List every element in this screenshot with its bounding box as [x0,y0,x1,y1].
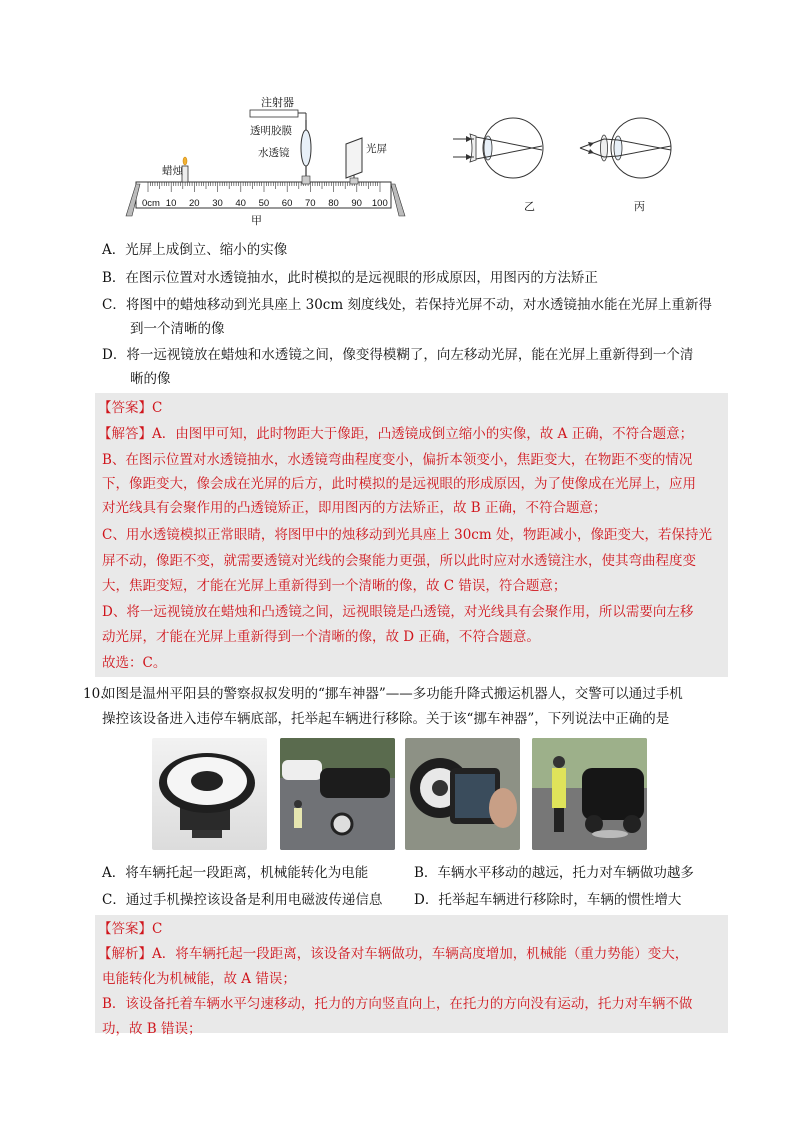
q9-answer: 【答案】C [98,400,163,416]
label-screen: 光屏 [366,143,387,155]
q10-explain-tag: 【解析】 [98,946,152,962]
q10-explain-line-0: A．将车辆托起一段距离，该设备对车辆做功，车辆高度增加，机械能（重力势能）变大， [152,946,689,962]
q9-explain-line-7: D、将一远视镜放在蜡烛和凸透镜之间，远视眼镜是凸透镜，对光线具有会聚作用，所以需要向左移 [102,604,694,620]
q9-explain-line-2: 下，像距变大，像会成在光屏的后方，此时模拟的是远视眼的形成原因，为了使像成在光屏上，应用 [102,476,696,492]
q9-explain-line-0: A．由图甲可知，此时物距大于像距，凸透镜成倒立缩小的实像，故 A 正确，不符合题意； [152,426,694,442]
q9-explain-line-3: 对光线具有会聚作用的凸透镜矫正，即用图丙的方法矫正，故 B 正确，不符合题意； [102,500,607,516]
q9-option-c: C．将图中的蜡烛移动到光具座上 30cm 刻度线处，若保持光屏不动，对水透镜抽水能在光屏上重新得 [102,297,712,313]
bench-tick-label: 100 [371,198,388,209]
q9-explain-line-4: C、用水透镜模拟正常眼睛，将图甲中的烛移动到光具座上 30cm 处，物距减小，像距变大，若保持光 [102,527,712,543]
q9-explain-first [98,423,728,445]
label-water-lens: 水透镜 [258,147,290,159]
q10-answer: 【答案】C [98,921,163,937]
q9-option-d-cont: 晰的像 [130,371,171,387]
q10-option-d: D．托举起车辆进行移除时，车辆的惯性增大 [414,892,682,908]
q10-stem-1: 如图是温州平阳县的警察叔叔发明的“挪车神器”——多功能升降式搬运机器人，交警可以通过手机 [102,686,683,702]
label-membrane: 透明胶膜 [250,125,292,137]
bench-tick-label: 80 [328,198,339,209]
q9-option-c-cont: 到一个清晰的像 [130,321,225,337]
bench-tick-label: 30 [212,198,223,209]
q10-number: 10. [83,686,105,702]
bench-tick-label: 20 [189,198,200,209]
q10-explain-line-2: B．该设备托着车辆水平匀速移动，托力的方向竖直向上，在托力的方向没有运动，托力对车辆不做 [102,996,693,1012]
q9-option-b: B．在图示位置对水透镜抽水，此时模拟的是远视眼的形成原因，用图丙的方法矫正 [102,270,598,286]
label-candle: 蜡烛 [162,165,183,177]
q9-explain-line-5: 屏不动，像距不变，就需要透镜对光线的会聚能力更强，所以此时应对水透镜注水，使其弯曲程度变 [102,553,696,569]
label-syringe: 注射器 [261,96,294,109]
q10-option-b: B．车辆水平移动的越远，托力对车辆做功越多 [414,865,694,881]
q10-option-a: A．将车辆托起一段距离，机械能转化为电能 [102,865,369,881]
optics-figure-svg [118,92,683,232]
q9-option-d: D．将一远视镜放在蜡烛和水透镜之间，像变得模糊了，向左移动光屏，能在光屏上重新得到一个清 [102,347,694,363]
label-yi: 乙 [524,200,535,213]
q9-explain-line-9: 故选：C。 [102,655,167,671]
optics-figure [118,92,683,232]
q9-option-a: A．光屏上成倒立、缩小的实像 [102,242,288,258]
bench-tick-label: 90 [351,198,362,209]
bench-tick-label: 40 [235,198,246,209]
q9-explain-tag: 【解答】 [98,426,152,442]
robot-photo-4 [532,738,647,850]
q10-option-c: C．通过手机操控该设备是利用电磁波传递信息 [102,892,383,908]
label-bing: 丙 [634,200,645,213]
q10-stem-2: 操控该设备进入违停车辆底部，托举起车辆进行移除。关于该“挪车神器”，下列说法中正确的是 [102,711,670,727]
robot-photo-2 [280,738,395,850]
bench-tick-label: 0cm [142,198,160,209]
bench-tick-label: 10 [165,198,177,209]
q9-explain-line-8: 动光屏，才能在光屏上重新得到一个清晰的像，故 D 正确，不符合题意。 [102,629,540,645]
bench-tick-label: 50 [258,198,270,209]
q10-explain-line-3: 功，故 B 错误； [102,1021,202,1037]
robot-photo-3 [405,738,520,850]
robot-photo-1 [152,738,267,850]
q10-explain-line-1: 电能转化为机械能，故 A 错误； [102,971,296,987]
q9-explain-line-6: 大，焦距变短，才能在光屏上重新得到一个清晰的像，故 C 错误，符合题意； [102,578,567,594]
q10-explain-first [98,943,728,965]
bench-tick-label: 60 [281,198,293,209]
bench-tick-label: 70 [305,198,316,209]
label-jia: 甲 [251,214,262,227]
q9-explain-line-1: B、在图示位置对水透镜抽水，水透镜弯曲程度变小，偏折本领变小，焦距变大，在物距不变的情况 [102,452,693,468]
